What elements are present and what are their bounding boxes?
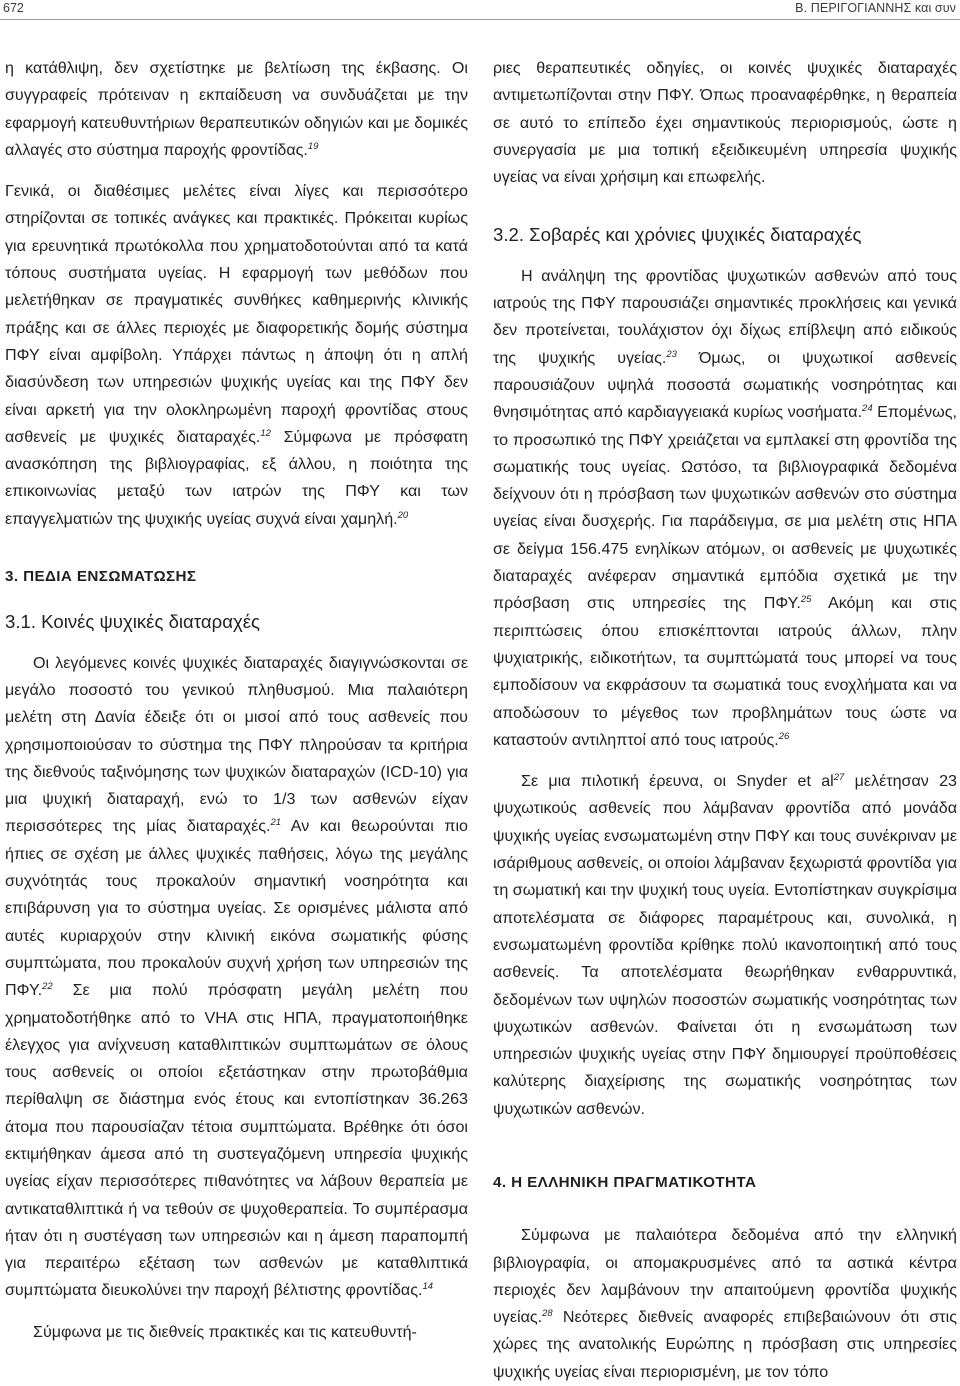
paragraph-text: Ακόμη και στις περιπτώσεις όπου επισκέπτονται ιατρούς άλλων, πλην ψυχιατρικής, ειδικοτήτων, τα συμπτώματά τους μπορεί να τους εμποδίσουν να εκφράσουν τα σωματικά τους ενοχλήματα και να αποδώσουν το μέγεθος των προβλημάτων τους ώστε να καταστούν αντιληπτοί από τους ιατρούς. xyxy=(493,594,958,749)
citation-ref: 24 xyxy=(862,403,873,415)
paragraph xyxy=(5,178,468,533)
paragraph-text: μελέτησαν 23 ψυχωτικούς ασθενείς που λάμβαναν φροντίδα από μονάδα ψυχικής υγείας ενσωματωμένη στην ΠΦΥ και τους συνέκριναν με ισάριθμους ασθενείς, οι οποίοι λάμβαναν ξεχωριστά φροντίδα για τη σωματική και την ψυχική τους υγεία. Εντοπίστηκαν συγκρίσιμα αποτελέσματα σε διάφορες παραμέτρους και, συνολικά, η ενσωματωμένη φροντίδα κρίθηκε πολύ ικανοποιητική από τους ασθενείς. Τα αποτελέσματα θεωρήθηκαν ενθαρρυντικά, δεδομένων των υψηλών ποσοστών σωματικής νοσηρότητας των ψυχωτικών ασθενών. Φαίνεται ότι η ενσωμάτωση των υπηρεσιών ψυχικής υγείας στην ΠΦΥ δημιουργεί προϋποθέσεις καλύτερης διαχείρισης της σωματικής νοσηρότητας των ψυχωτικών ασθενών. xyxy=(493,772,957,1118)
paragraph-text: Επομένως, το προσωπικό της ΠΦΥ χρειάζεται να εμπλακεί στη φροντίδα της σωματικής τους υγείας. Ωστόσο, τα βιβλιογραφικά δεδομένα δείχνουν ότι η πρόσβαση των ψυχωτικών ασθενών στο σύστημα υγείας είναι δυσχερής. Για παράδειγμα, σε μια μελέτη στις ΗΠΑ σε δείγμα 156.475 ενηλίκων ατόμων, οι ασθενείς με ψυχωτικές διαταραχές ανέφεραν σημαντικά εμπόδια σχετικά με την πρόσβαση στις υπηρεσίες της ΠΦΥ. xyxy=(493,403,957,613)
citation-ref: 26 xyxy=(778,730,790,742)
citation-ref: 12 xyxy=(260,427,271,439)
paragraph-text: Σύμφωνα με παλαιότερα δεδομένα από την ελληνική βιβλιογραφία, οι απομακρυσμένες από τα αστικά κέντρα περιοχές δεν λαμβάνουν την απαιτούμενη φροντίδα ψυχικής υγείας. xyxy=(493,1226,957,1327)
page-number: 672 xyxy=(3,1,24,15)
citation-ref: 28 xyxy=(542,1308,553,1320)
paragraph-text: Αν και θεωρούνται πιο ήπιες σε σχέση με άλλες ψυχικές παθήσεις, λόγω της μεγάλης συχνότητάς τους προκαλούν σημαντική νοσηρότητα και επιβάρυνση για το σύστημα υγείας. Σε ορισμένες μάλιστα από αυτές κυριαρχούν στην κλινική εικόνα σωματικής φύσης συμπτώματα, που προκαλούν συχνή χρήση των υπηρεσιών της ΠΦΥ. xyxy=(5,817,468,1000)
citation-ref: 27 xyxy=(833,772,845,784)
section-heading: 4. Η ΕΛΛΗΝΙΚΗ ΠΡΑΓΜΑΤΙΚΟΤΗΤΑ xyxy=(493,1173,757,1191)
paragraph xyxy=(493,1222,957,1386)
paragraph-text: Σε μια πιλοτική έρευνα, οι Snyder et al xyxy=(521,772,834,791)
right-column xyxy=(493,55,957,1386)
page-header xyxy=(0,0,960,22)
paragraph-text: Οι λεγόμενες κοινές ψυχικές διαταραχές διαγιγνώσκονται σε μεγάλο ποσοστό του γενικού πληθυσμού. Μια παλαιότερη μελέτη στη Δανία έδειξε ότι οι μισοί από τους ασθενείς που χρησιμοποιούσαν το σύστημα της ΠΦΥ πληρούσαν τα κριτήρια της διεθνούς ταξινόμησης των ψυχικών διαταραχών (ICD-10) για μια ψυχική διαταραχή, ενώ το 1/3 των ασθενών είχαν περισσότερες της μίας διαταραχές. xyxy=(5,653,468,836)
paragraph xyxy=(493,55,957,191)
subsection-heading: 3.1. Κοινές ψυχικές διαταραχές xyxy=(5,611,260,633)
paragraph-text: Η ανάληψη της φροντίδας ψυχωτικών ασθενών από τους ιατρούς της ΠΦΥ παρουσιάζει σημαντικές προκλήσεις και γενικά δεν προτείνεται, τουλάχιστον όχι δίχως επίβλεψη από ειδικούς της ψυχικής υγείας. xyxy=(493,266,957,367)
paragraph-text: Σύμφωνα με τις διεθνείς πρακτικές και τις κατευθυντή- xyxy=(33,1322,417,1341)
paragraph-text: Σύμφωνα με πρόσφατη ανασκόπηση της βιβλιογραφίας, εξ άλλου, η ποιότητα της επικοινωνίας μεταξύ των ιατρών της ΠΦΥ και των επαγγελματιών της ψυχικής υγείας συχνά είναι χαμηλή. xyxy=(5,427,468,528)
left-column xyxy=(5,55,468,1346)
citation-ref: 20 xyxy=(397,509,409,521)
paragraph-text: Νεότερες διεθνείς αναφορές επιβεβαιώνουν ότι στις χώρες της ανατολικής Ευρώπης η πρόσβαση στις υπηρεσίες ψυχικής υγείας είναι περιορισμένη, με τον τόπο xyxy=(493,1308,957,1381)
paragraph-text: Γενικά, οι διαθέσιμες μελέτες είναι λίγες και περισσότερο στηρίζονται σε τοπικές ανάγκες και πρακτικές. Πρόκειται κυρίως για ερευνητικά πρωτόκολλα που χρηματοδοτούνται από τα κατά τόπους συστήματα υγείας. Η εφαρμογή των μεθόδων που μελετήθηκαν σε πραγματικές συνθήκες καθημερινής κλινικής πράξης και σε άλλες περιοχές με διαφορετικής δομής σύστημα ΠΦΥ είναι αμφίβολη. Υπάρχει πάντως η άποψη ότι η απλή διασύνδεση των υπηρεσιών ψυχικής υγείας και της ΠΦΥ δεν είναι αρκετή για την ολοκληρωμένη παροχή φροντίδας στους ασθενείς με ψυχικές διαταραχές. xyxy=(5,182,468,446)
citation-ref: 25 xyxy=(800,594,812,606)
citation-ref: 19 xyxy=(307,140,319,152)
subsection-heading: 3.2. Σοβαρές και χρόνιες ψυχικές διαταραχές xyxy=(493,224,862,246)
paragraph xyxy=(5,55,468,164)
header-rule xyxy=(0,19,960,20)
running-head: Β. ΠΕΡΙΓΟΓΙΑΝΝΗΣ και συν xyxy=(795,1,956,15)
paragraph-text: Όμως, οι ψυχωτικοί ασθενείς παρουσιάζουν υψηλά ποσοστά σωματικής νοσηρότητας και θνησιμότητας από καρδιαγγειακά κυρίως νοσήματα. xyxy=(493,348,957,422)
paragraph xyxy=(5,1319,468,1346)
section-heading: 3. ΠΕΔΙΑ ΕΝΣΩΜΑΤΩΣΗΣ xyxy=(5,568,197,586)
paragraph xyxy=(5,650,468,1305)
citation-ref: 14 xyxy=(422,1281,434,1293)
paragraph xyxy=(493,263,957,754)
paragraph-text: ριες θεραπευτικές οδηγίες, οι κοινές ψυχικές διαταραχές αντιμετωπίζονται στην ΠΦΥ. Όπως προαναφέρθηκε, η θεραπεία σε αυτό το επίπεδο έχει σημαντικούς περιορισμούς, ώστε η συνεργασία με μια τοπική εξειδικευμένη υπηρεσία ψυχικής υγείας να είναι χρήσιμη και επωφελής. xyxy=(493,59,957,187)
paragraph-text: η κατάθλιψη, δεν σχετίστηκε με βελτίωση της έκβασης. Οι συγγραφείς πρότειναν η εκπαίδευση να συνδυάζεται με την εφαρμογή κατευθυντήριων θεραπευτικών οδηγιών και με δομικές αλλαγές στο σύστημα παροχής φροντίδας. xyxy=(5,59,468,159)
citation-ref: 22 xyxy=(42,981,53,993)
citation-ref: 21 xyxy=(270,817,282,829)
citation-ref: 23 xyxy=(666,348,677,360)
paragraph xyxy=(493,768,957,1123)
paragraph-text: Σε μια πολύ πρόσφατη μεγάλη μελέτη που χρηματοδοτήθηκε από το VHA στις ΗΠΑ, πραγματοποιήθηκε έλεγχος για ανίχνευση καταθλιπτικών συμπτωμάτων σε όλους τους ασθενείς οι οποίοι εξετάστηκαν στην πρωτοβάθμια περίθαλψη σε διάστημα ενός έτους και εντοπίστηκαν 36.263 άτομα που παρουσίαζαν τέτοια συμπτώματα. Βρέθηκε ότι όσοι εκτιμήθηκαν άμεσα από τη συστεγαζόμενη υπηρεσία ψυχικής υγείας είχαν περισσότερες πιθανότητες να λάβουν θεραπεία με αντικαταθλιπτικά ή να τεθούν σε ψυχοθεραπεία. Το συμπέρασμα ήταν ότι η συστέγαση των υπηρεσιών και η άμεση παραπομπή για περαιτέρω εξέταση των ασθενών με καταθλιπτικά συμπτώματα διευκολύνει την παροχή βέλτιστης φροντίδας. xyxy=(5,981,468,1300)
